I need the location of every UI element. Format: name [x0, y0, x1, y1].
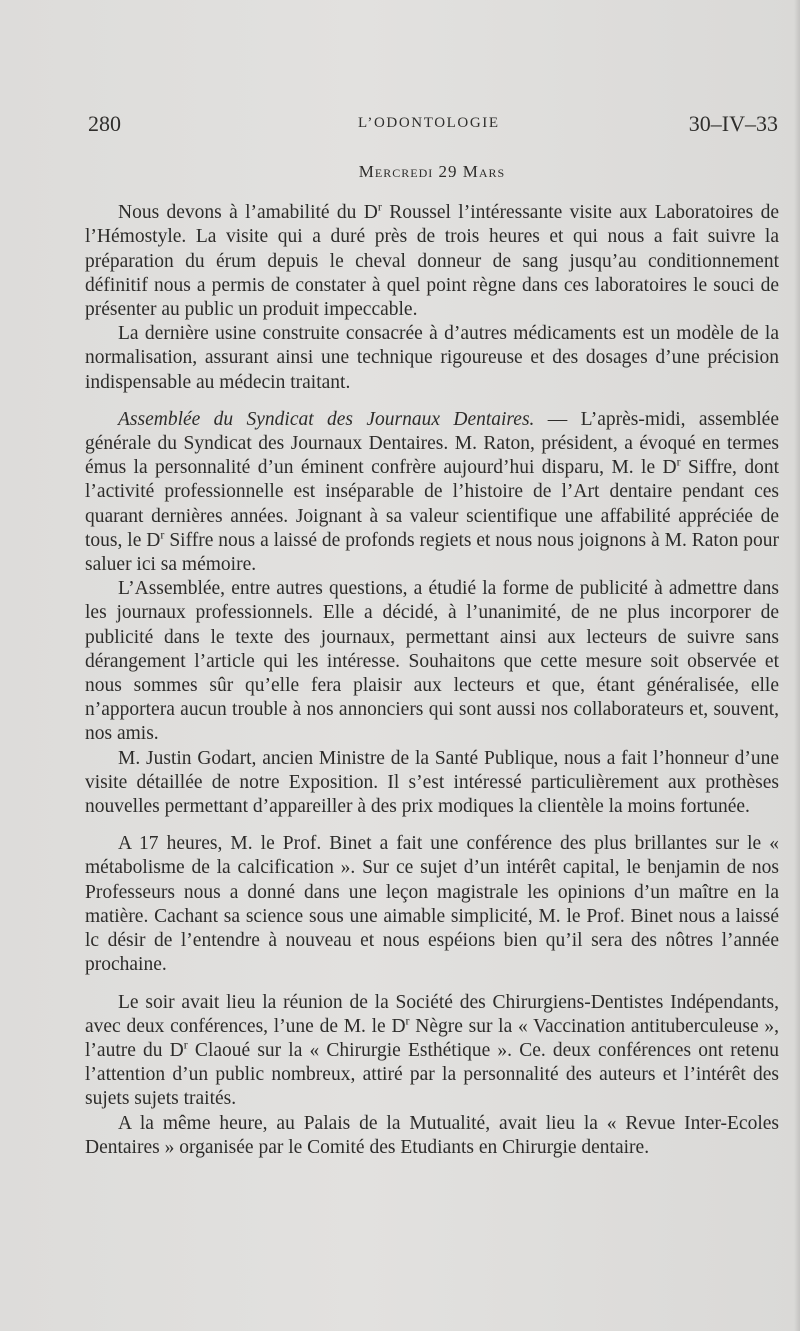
paragraph-gap: [85, 819, 779, 832]
paragraph-godart-visit: M. Justin Godart, ancien Ministre de la Santé Publique, nous a fait l’honneur d’une visite détaillée de notre Exposition. Il s’est intéressé particulièrement aux prothèses nouvelles permettant d’appareiller à des prix modiques la clientèle la moins fortunée.: [85, 747, 779, 818]
journal-title: L’ODONTOLOGIE: [358, 115, 500, 131]
text-run: Siffre, dont l’activité professionnelle est inséparable de l’histoire de l’Art dentaire pendant ces quarant dernières années. Joignant à sa valeur scientifique une affabilité appréciée de tous, le D: [85, 457, 779, 551]
text-run: Le soir avait lieu la réunion de la Société des Chirurgiens-Dentistes Indépendants, avec deux conférences, l’une de M. le D: [85, 991, 779, 1037]
superscript: r: [183, 1037, 188, 1052]
page-number: 280: [88, 111, 121, 136]
superscript: r: [405, 1013, 410, 1028]
paragraph-inter-schools-revue: A la même heure, au Palais de la Mutualité, avait lieu la « Revue Inter-Ecoles Dentaires » organisée par le Comité des Etudiants en Chirurgie dentaire.: [85, 1112, 779, 1158]
paragraph-laboratory-visit: [85, 201, 779, 322]
page-edge-shadow: [794, 0, 800, 1331]
paragraph-evening-society: [85, 991, 779, 1112]
section-title-italic: Assemblée du Syndicat des Journaux Dentaires.: [118, 408, 535, 430]
text-run: Claoué sur la « Chirurgie Esthétique ». Ce. deux conférences ont retenu l’attention d’un public nombreux, attiré par la personnalité des auteurs et l’intérêt des sujets sujets traités.: [85, 1039, 779, 1110]
paragraph-syndicate-assembly: [85, 408, 779, 577]
day-heading: Mercredi 29 Mars: [358, 162, 506, 181]
text-run: — L’après-midi, assemblée générale du Syndicat des Journaux Dentaires. M. Raton, président, a évoqué en termes émus la personnalité d’un éminent confrère aujourd’hui disparu, M. le D: [85, 408, 779, 479]
issue-date: 30–IV–33: [688, 111, 778, 136]
text-run: Siffre nous a laissé de profonds regiets et nous nous joignons à M. Raton pour saluer ici sa mémoire.: [85, 529, 780, 576]
superscript: r: [377, 199, 382, 214]
paragraph-gap: [85, 978, 779, 991]
article-body: [85, 160, 779, 1160]
paragraph-factory: La dernière usine construite consacrée à d’autres médicaments est un modèle de la normalisation, assurant ainsi une technique rigoureuse et des dosages d’une précision indispensable au médecin traitant.: [85, 323, 779, 393]
superscript: r: [676, 454, 681, 469]
text-run: Nègre sur la « Vaccination antituberculeuse », l’autre du D: [85, 1015, 780, 1061]
paragraph-binet-conference: A 17 heures, M. le Prof. Binet a fait une conférence des plus brillantes sur le « métabolisme de la calcification ». Sur ce sujet d’un intérêt capital, le benjamin de nos Professeurs nous a donné dans une leçon magistrale les opinions d’un maître en la matière. Cachant sa science sous une aimable simplicité, M. le Prof. Binet nous a laissé lc désir de l’entendre à nouveau et nous espéions bien qu’il sera des nôtres l’année prochaine.: [85, 833, 779, 976]
text-run: Roussel l’intéressante visite aux Laboratoires de l’Hémostyle. La visite qui a duré près de trois heures et qui nous a fait suivre la préparation du érum depuis le cheval donneur de sang jusqu’au conditionnement définitif nous a permis de constater à quel point règne dans ces laboratoires le souci de présenter au public un produit impeccable.: [85, 202, 779, 321]
paragraph-gap: [85, 395, 779, 408]
running-head: [88, 111, 778, 141]
text-run: Nous devons à l’amabilité du D: [118, 202, 378, 224]
superscript: r: [160, 527, 165, 542]
paragraph-advertising: L’Assemblée, entre autres questions, a étudié la forme de publicité à admettre dans les journaux professionnels. Elle a décidé, à l’unanimité, de ne plus incorporer de publicité dans le texte des journaux, permettant ainsi aux lecteurs de suivre sans dérangement l’article qui les intéresse. Souhaitons que cette mesure soit observée et nous sommes sûr qu’elle fera plaisir aux lecteurs et que, étant généralisée, elle n’apportera aucun trouble à nos annonciers qui sont aussi nos collaborateurs et, souvent, nos amis.: [85, 578, 779, 745]
